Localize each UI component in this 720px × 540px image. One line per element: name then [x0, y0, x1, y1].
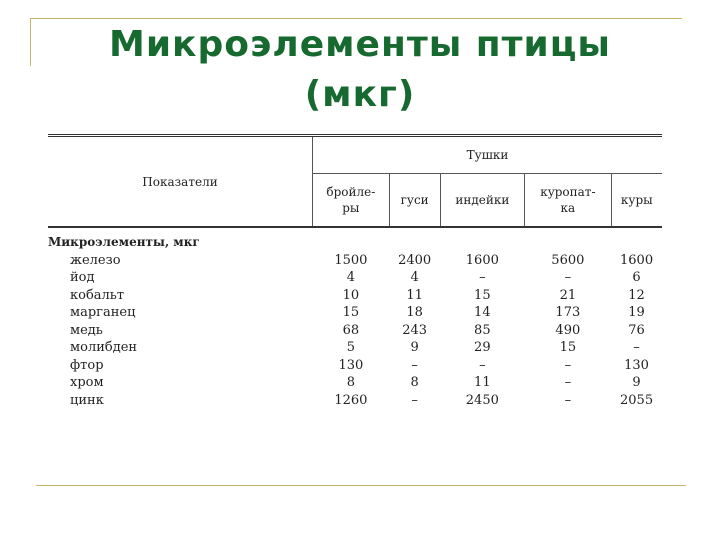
row-label: железо — [70, 252, 121, 268]
table-cell: 21 — [559, 287, 577, 303]
row-label: хром — [70, 375, 104, 390]
table-cell: – — [564, 375, 572, 390]
table-cell: 4 — [346, 270, 355, 285]
table-cell: 1260 — [334, 392, 368, 408]
section-label: Микроэлементы, мкг — [48, 235, 200, 249]
table-cell: – — [411, 357, 418, 373]
table-row — [48, 322, 662, 340]
table-cell: 6 — [632, 270, 641, 285]
table-cell: – — [633, 340, 640, 355]
table-header — [48, 136, 662, 228]
table-row — [48, 357, 662, 375]
table-cell: – — [564, 357, 572, 373]
table-cell: 11 — [474, 375, 491, 390]
table-cell: 2055 — [620, 392, 654, 408]
title-line-1: Микроэлементы птицы — [109, 24, 611, 65]
title-line-2: (мкг) — [304, 74, 416, 115]
column-header-chickens: куры — [620, 193, 653, 207]
column-header-partridge: куропат- ка — [525, 174, 612, 228]
column-header-broilers: бройле- ры — [313, 174, 390, 228]
table-cell: 29 — [474, 340, 491, 355]
table-cell: – — [564, 270, 572, 285]
row-label: марганец — [70, 305, 136, 320]
table-cell: 19 — [628, 305, 645, 320]
table-cell: 10 — [342, 287, 360, 303]
table-cell: 1600 — [465, 252, 499, 268]
table-cell: 2400 — [398, 252, 432, 268]
table-cell: – — [479, 270, 486, 285]
left-decorative-rule — [30, 18, 31, 66]
table-cell: 76 — [628, 322, 645, 338]
slide-title — [40, 20, 680, 120]
table-cell: – — [411, 392, 418, 408]
table-row — [48, 304, 662, 322]
table-cell: 243 — [402, 322, 428, 338]
table-cell: 18 — [406, 305, 423, 320]
table-cell: 11 — [406, 287, 423, 303]
indicator-column-header: Показатели — [48, 136, 313, 228]
table-cell: 15 — [559, 340, 577, 355]
column-header-turkeys: индейки — [440, 174, 525, 228]
row-label: кобальт — [70, 287, 125, 303]
row-label: фтор — [70, 357, 104, 373]
table-cell: 4 — [410, 270, 419, 285]
table-cell: 130 — [624, 357, 649, 373]
table-cell: 15 — [474, 287, 491, 303]
row-label: молибден — [70, 340, 138, 355]
table-row — [48, 339, 662, 357]
table-cell: 12 — [628, 287, 645, 303]
row-label: цинк — [70, 392, 104, 408]
table-cell: 15 — [342, 305, 360, 320]
table-row — [48, 287, 662, 305]
table-cell: 1600 — [620, 252, 654, 268]
table-cell: – — [479, 357, 486, 373]
table-row — [48, 392, 662, 410]
table-cell: 8 — [410, 375, 419, 390]
table-cell: 9 — [632, 375, 641, 390]
table-cell: 130 — [338, 357, 364, 373]
column-header-geese: гуси — [389, 174, 440, 228]
table-cell: 490 — [555, 322, 581, 338]
table-cell: 2450 — [465, 392, 499, 408]
microelements-table — [48, 134, 662, 409]
row-label: йод — [70, 270, 95, 285]
table-cell: 1500 — [334, 252, 368, 268]
table-row — [48, 269, 662, 287]
top-decorative-rule — [30, 18, 682, 19]
table-cell: 5600 — [551, 252, 585, 268]
table-row — [48, 252, 662, 270]
table-cell: 14 — [474, 305, 491, 320]
table-cell: 68 — [342, 322, 360, 338]
section-row — [48, 227, 662, 252]
table-cell: 9 — [410, 340, 419, 355]
table-cell: 173 — [555, 305, 581, 320]
table-cell: 5 — [346, 340, 355, 355]
table-row — [48, 374, 662, 392]
table-body — [48, 227, 662, 409]
table-cell: 85 — [474, 322, 491, 338]
table-cell: 8 — [346, 375, 355, 390]
table-cell: – — [564, 392, 572, 408]
row-label: медь — [70, 322, 103, 338]
bottom-decorative-rule — [36, 485, 686, 486]
microelements-table-container — [48, 134, 662, 409]
carcass-group-header: Тушки — [313, 136, 663, 174]
